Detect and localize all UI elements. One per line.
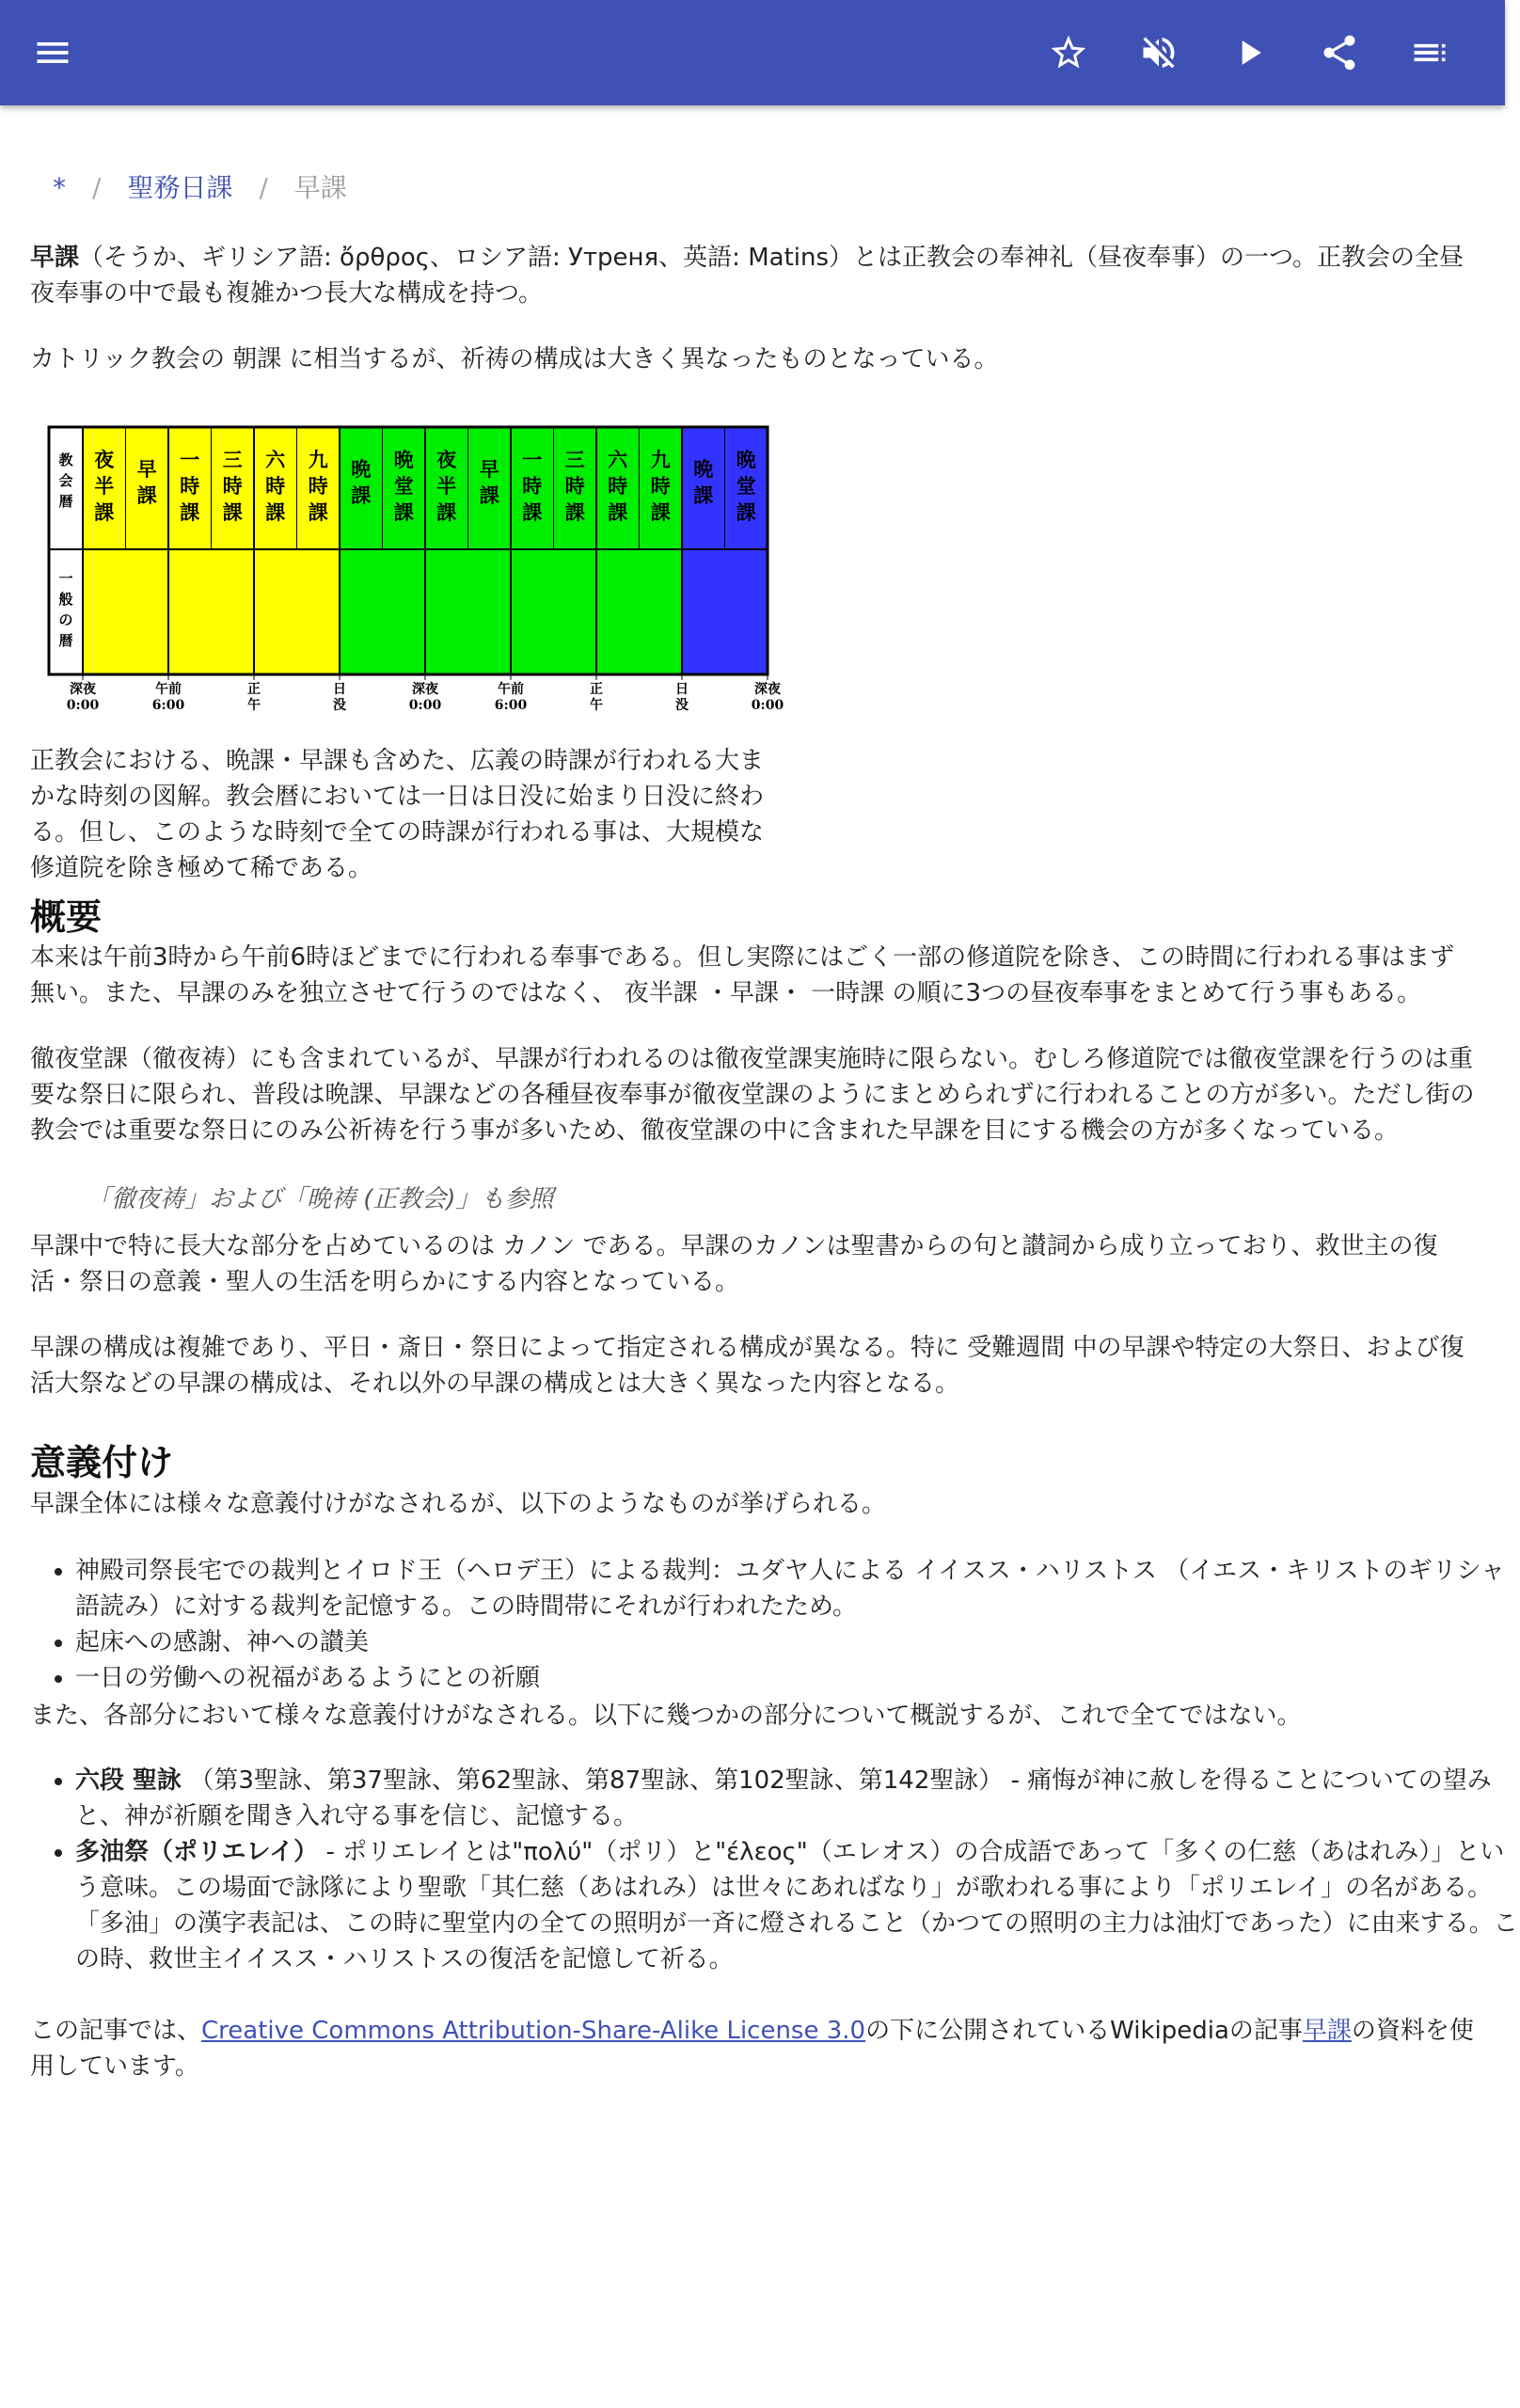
time-label: 正: [590, 682, 603, 697]
time-label: 6:00: [151, 698, 185, 713]
footer-text: この記事では、: [30, 2017, 202, 2045]
hour-label: 三時課: [564, 448, 585, 524]
time-label: 正: [247, 682, 261, 697]
list-item: [75, 1763, 1520, 1834]
breadcrumb-home[interactable]: *: [53, 172, 66, 203]
civil-time-cell: [340, 549, 425, 674]
star-icon: [1048, 32, 1089, 73]
civil-time-cell: [682, 549, 768, 674]
civil-time-cell: [168, 549, 254, 674]
time-label: 0:00: [66, 698, 100, 713]
hour-label: 早課: [479, 457, 499, 507]
footer-text: の資料を使用しています。: [30, 2017, 1474, 2081]
hour-label: 早課: [136, 457, 157, 507]
section-heading-overview: 概要: [30, 896, 103, 938]
intro-text: （そうか、ギリシア語: ὄρθρος、ロシア語: Утреня、英語: Matins）とは正教会の奉神礼（昼夜奉事）の一つ。正教会の全昼夜奉事の中で最も複雑かつ長大な構成を持つ。: [30, 244, 1464, 308]
breadcrumb-separator: /: [92, 172, 102, 203]
breadcrumb-parent[interactable]: 聖務日課: [127, 172, 233, 203]
see-also-note: 「徹夜祷」および「晩祷 (正教会)」も参照: [87, 1185, 554, 1213]
time-label: 没: [333, 698, 346, 713]
hours-diagram: [45, 423, 784, 724]
menu-button[interactable]: [24, 24, 81, 81]
license-link[interactable]: Creative Commons Attribution-Share-Alike License 3.0: [201, 2017, 866, 2045]
time-label: 午: [247, 698, 261, 713]
section1-paragraph-4: 早課の構成は複雑であり、平日・斎日・祭日によって指定される構成が異なる。特に 受難週間 中の早課や特定の大祭日、および復活大祭などの早課の構成は、それ以外の早課の構成とは大きく異なった内容となる。: [30, 1334, 1465, 1398]
time-label: 日: [333, 682, 346, 697]
time-label: 0:00: [408, 698, 442, 713]
church-calendar-label: 教会暦: [58, 452, 73, 510]
share-button[interactable]: [1311, 24, 1368, 81]
breadcrumb: [53, 167, 347, 205]
section1-paragraph-1: 本来は午前3時から午前6時ほどまでに行われる奉事である。但し実際にはごく一部の修道院を除き、この時間に行われる事はまず無い。また、早課のみを独立させて行うのではなく、 夜半課 ・早課・ 一時課 の順に3つの昼夜奉事をまとめて行う事もある。: [30, 943, 1455, 1007]
time-label: 午前: [155, 682, 182, 697]
footer-text: の下に公開されているWikipediaの記事: [865, 2017, 1303, 2045]
part-name: 多油祭（ポリエレイ）: [75, 1838, 319, 1866]
time-label: 日: [675, 682, 689, 697]
part-text: （第3聖詠、第37聖詠、第62聖詠、第87聖詠、第102聖詠、第142聖詠） - 痛悔が神に赦しを得ることについての望みと、神が祈願を聞き入れ守る事を信じ、記憶する。: [75, 1766, 1492, 1830]
meaning-list: [30, 1553, 1520, 1696]
hour-label: 九時課: [308, 448, 328, 524]
parts-list: [30, 1763, 1520, 1977]
section2-paragraph-2: また、各部分において様々な意義付けがなされる。以下に幾つかの部分について概説するが、これで全てではない。: [30, 1702, 1302, 1730]
hour-label: 一時課: [522, 448, 543, 524]
time-label: 没: [675, 698, 689, 713]
civil-time-cell: [511, 549, 596, 674]
civil-time-cell: [425, 549, 511, 674]
breadcrumb-current: 早課: [293, 172, 347, 203]
favorite-button[interactable]: [1040, 24, 1097, 81]
time-label: 深夜: [412, 682, 438, 697]
section2-paragraph-1: 早課全体には様々な意義付けがなされるが、以下のようなものが挙げられる。: [30, 1490, 887, 1518]
hour-label: 夜半課: [436, 448, 457, 524]
time-label: 午: [590, 698, 603, 713]
hour-label: 夜半課: [94, 448, 115, 524]
list-item: • 起床への感謝、神への讃美: [75, 1624, 1520, 1660]
menu-icon: [32, 32, 73, 73]
section1-paragraph-2: 徹夜堂課（徹夜祷）にも含まれているが、早課が行われるのは徹夜堂課実施時に限らない。むしろ修道院では徹夜堂課を行うのは重要な祭日に限られ、普段は晩課、早課などの各種昼夜奉事が徹夜堂課のようにまとめられずに行われることの方が多い。ただし街の教会では重要な祭日にのみ公祈祷を行う事が多いため、徹夜堂課の中に含まれた早課を目にする機会の方が多くなっている。: [30, 1045, 1475, 1145]
part-text: - ポリエレイとは"πολύ"（ポリ）と"έλεος"（エレオス）の合成語であって「多くの仁慈（あはれみ）」という意味。この場面で詠隊により聖歌「其仁慈（あはれみ）は世々にあればなり」が歌われる事により「ポリエレイ」の名がある。「多油」の漢字表記は、この時に聖堂内の全ての照明が一斉に燈されること（かつての照明の主力は油灯であった）に由来する。この時、救世主イイスス・ハリストスの復活を記憶して祈る。: [75, 1838, 1518, 1973]
hour-label: 六時課: [608, 448, 628, 524]
article-link[interactable]: 早課: [1302, 2017, 1352, 2045]
time-label: 午前: [498, 682, 524, 697]
intro-paragraph: [30, 240, 1475, 311]
time-label: 深夜: [70, 682, 96, 697]
hour-label: 三時課: [222, 448, 243, 524]
play-button[interactable]: [1221, 24, 1277, 81]
hour-label: 九時課: [650, 448, 671, 524]
hour-label: 一時課: [180, 448, 200, 524]
list-icon: [1409, 32, 1450, 73]
app-bar: [0, 0, 1505, 105]
civil-calendar-label: 一般の暦: [58, 570, 73, 649]
civil-time-cell: [596, 549, 682, 674]
civil-time-cell: [254, 549, 340, 674]
time-label: 6:00: [494, 698, 528, 713]
hour-label: 晩堂課: [393, 448, 414, 524]
list-item: • 神殿司祭長宅での裁判とイロド王（ヘロデ王）による裁判：ユダヤ人による イイスス・ハリストス （イエス・キリストのギリシャ語読み）に対する裁判を記憶する。この時間帯にそれが行われたため。: [75, 1553, 1520, 1624]
list-item: [75, 1834, 1520, 1977]
hour-label: 晩堂課: [736, 448, 756, 524]
share-icon: [1319, 32, 1360, 73]
list-item: • 一日の労働への祝福があるようにとの祈願: [75, 1660, 1520, 1696]
play-icon: [1228, 32, 1270, 73]
hour-label: 六時課: [265, 448, 286, 524]
mute-button[interactable]: [1131, 24, 1187, 81]
intro-paragraph-2: カトリック教会の 朝課 に相当するが、祈祷の構成は大きく異なったものとなっている。: [30, 345, 999, 373]
part-name: 六段 聖詠: [75, 1766, 182, 1795]
section1-paragraph-3: 早課中で特に長大な部分を占めているのは カノン である。早課のカノンは聖書からの句と讃詞から成り立っており、救世主の復活・祭日の意義・聖人の生活を明らかにする内容となっている。: [30, 1232, 1438, 1296]
section-heading-meaning: 意義付け: [30, 1442, 174, 1483]
figure-caption: 正教会における、晩課・早課も含めた、広義の時課が行われる大まかな時刻の図解。教会暦においては一日は日没に始まり日没に終わる。但し、このような時刻で全ての時課が行われる事は、大規模な修道院を除き極めて稀である。: [30, 747, 765, 882]
breadcrumb-separator: /: [259, 172, 268, 203]
civil-time-cell: [83, 549, 168, 674]
license-footer: [30, 2013, 1475, 2084]
volume-off-icon: [1138, 32, 1180, 73]
hour-label: 晩課: [693, 457, 714, 507]
time-label: 深夜: [754, 682, 781, 697]
article-title-word: 早課: [30, 244, 80, 272]
contents-button[interactable]: [1401, 24, 1458, 81]
time-label: 0:00: [751, 698, 784, 713]
hour-label: 晩課: [351, 457, 372, 507]
